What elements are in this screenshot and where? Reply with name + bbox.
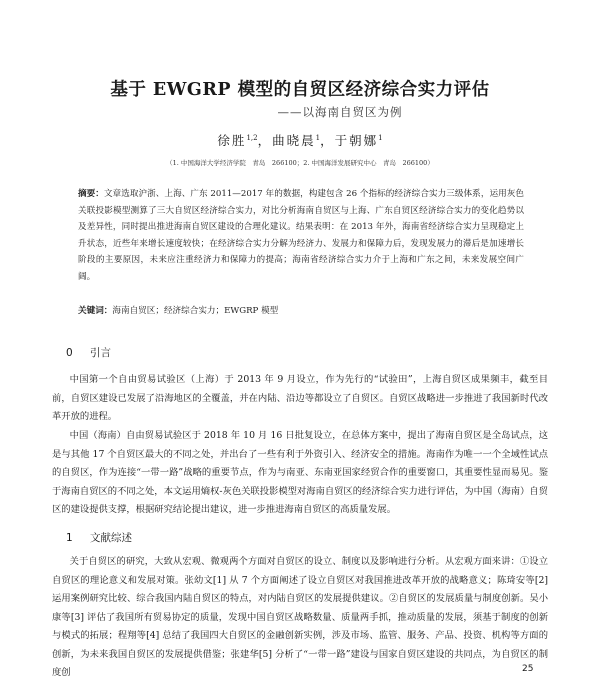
author-name: 曲晓晨	[272, 133, 316, 148]
keywords	[78, 304, 524, 318]
paper-subtitle: ——以海南自贸区为例	[277, 105, 403, 119]
body-paragraph: 关于自贸区的研究，大致从宏观、微观两个方面对自贸区的设立、制度以及影响进行分析。从宏观方面来讲：①设立自贸区的理论意义和发展对策。张幼文[1] 从 7 个方面阐述了设立自贸区对我国推进改革开放的战略意义；陈琦安等[2] 运用案例研究比较、综合我国内陆自贸区的特点，对内陆自贸区的发展提供建议。②自贸区的发展质量与制度创新。吴小康等[3] 评估了我国所有贸易协定的质量，发现中国自贸区战略数量、质量两手抓，推动质量的发展，须基于制度的创新与模式的拓展；程翔等[4] 总结了我国四大自贸区的金融创新实例，涉及市场、监管、服务、产品、投资、机构等方面的创新，为未来我国自贸区的发展提供借鉴；张建华[5] 分析了“一带一路”建设与国家自贸区建设的共同点，为自贸区的制度创	[52, 556, 548, 678]
section-number: 0	[66, 347, 73, 359]
section-title: 文献综述	[90, 532, 132, 544]
author-list: 徐胜$^{1,2}$，曲晓晨$^1$，于朝娜$^1$	[217, 133, 383, 148]
author-affil-mark: 1,2	[246, 133, 258, 142]
section-title: 引言	[90, 347, 111, 359]
author-affil-mark: 1	[378, 133, 383, 142]
paper-title: 基于 EWGRP 模型的自贸区经济综合实力评估	[110, 80, 490, 100]
page-number: 25	[522, 664, 534, 674]
section-number: 1	[66, 532, 73, 544]
abstract-label: 摘要：	[78, 189, 104, 199]
keywords-text: 海南自贸区；经济综合实力；EWGRP 模型	[112, 306, 279, 316]
body-paragraph: 中国（海南）自由贸易试验区于 2018 年 10 月 16 日批复设立，在总体方案中，提出了海南自贸区是全岛试点，这是与其他 17 个自贸区最大的不同之处，并出台了一些有利于外资引入、经济安全的措施。海南作为唯一一个全域性试点的自贸区，作为连接“一带一路”战略的重要节点，作为与南亚、东南亚国家经贸合作的重要窗口，其重要性显而易见。鉴于海南自贸区的不同之处，本文运用熵权-灰色关联投影模型对海南自贸区的经济综合实力进行评估，为中国（海南）自贸区的建设提供支撑，根据研究结论提出建议，进一步推进海南自贸区的高质量发展。	[52, 430, 548, 515]
section-heading	[66, 345, 111, 360]
section-heading	[66, 530, 132, 545]
abstract	[78, 186, 524, 286]
author-name: 徐胜	[217, 133, 247, 148]
author-affil-mark: 1	[315, 133, 321, 142]
affiliation: （1. 中国海洋大学经济学院 青岛 266100；2. 中国海洋发展研究中心 青岛 266100）	[166, 159, 434, 167]
author-name: 于朝娜	[334, 133, 379, 148]
keywords-label: 关键词：	[78, 306, 113, 316]
abstract-text: 文章选取沪浙、上海、广东 2011—2017 年的数据，构建包含 26 个指标的经济综合实力三级体系，运用灰色关联投影模型测算了三大自贸区经济综合实力，对比分析海南自贸区与上海、广东自贸区经济综合实力的变化趋势以及差异性，同时提出推进海南自贸区建设的合理化建议。结果表明：在 2013 年外，海南省经济综合实力呈现稳定上升状态，近些年来增长速度较快；在经济综合实力分解为经济力、发展力和保障力后，发现发展力的滞后是加速增长阶段的主要原因，未来应注重经济力和保障力的提高；海南省经济综合实力介于上海和广东之间，未来发展空间广阔。	[78, 189, 524, 282]
body-paragraph: 中国第一个自由贸易试验区（上海）于 2013 年 9 月设立，作为先行的“试验田”，上海自贸区成果频丰，截至目前，自贸区建设已发展了沿海地区的全覆盖，并在内陆、沿边等都设立了自贸区。自贸区战略进一步推进了我国新时代改革开放的进程。	[52, 374, 548, 422]
